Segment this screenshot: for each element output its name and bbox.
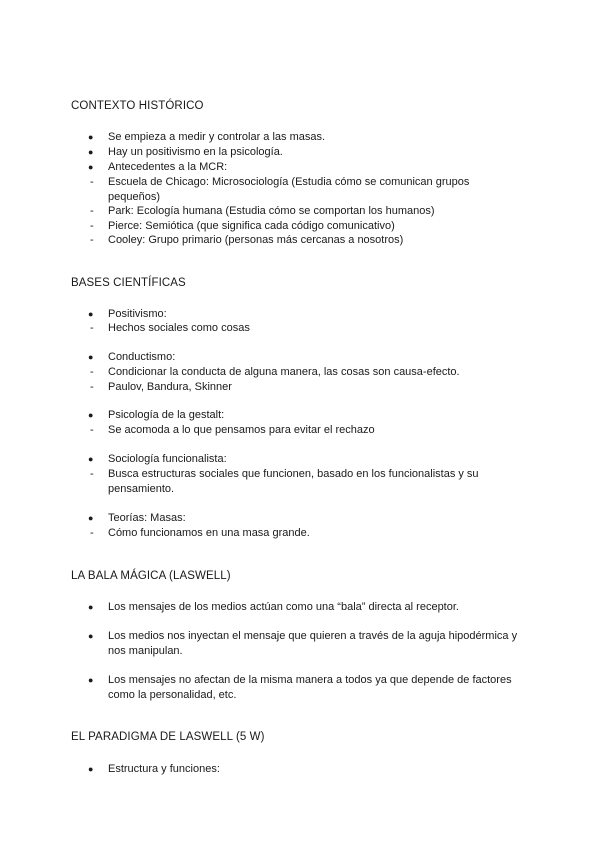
bullet-icon: ● xyxy=(88,410,94,420)
list-item-text: nos manipulan. xyxy=(108,645,183,657)
bullet-icon: ● xyxy=(88,513,94,523)
section-heading: BASES CIENTÍFICAS xyxy=(71,277,186,289)
list-item-text: Positivismo: xyxy=(108,308,167,320)
list-item-text: Los medios nos inyectan el mensaje que quieren a través de la aguja hipodérmica y xyxy=(108,630,518,642)
bullet-icon: ● xyxy=(88,764,94,774)
list-item-text: Paulov, Bandura, Skinner xyxy=(108,381,232,393)
dash-icon: - xyxy=(90,176,94,188)
bullet-icon: ● xyxy=(88,352,94,362)
list-item-text: Hechos sociales como cosas xyxy=(108,322,250,334)
dash-icon: - xyxy=(90,205,94,217)
list-item-text: Pierce: Semiótica (que significa cada código comunicativo) xyxy=(108,220,395,232)
list-item-text: Park: Ecología humana (Estudia cómo se comportan los humanos) xyxy=(108,205,435,217)
dash-icon: - xyxy=(90,322,94,334)
bullet-icon: ● xyxy=(88,602,94,612)
bullet-icon: ● xyxy=(88,132,94,142)
list-item-text: Condicionar la conducta de alguna manera, las cosas son causa-efecto. xyxy=(108,366,460,378)
dash-icon: - xyxy=(90,220,94,232)
section-heading: LA BALA MÁGICA (LASWELL) xyxy=(71,570,231,582)
list-item-text: Antecedentes a la MCR: xyxy=(108,161,228,173)
dash-icon: - xyxy=(90,234,94,246)
list-item-text: Cooley: Grupo primario (personas más cercanas a nosotros) xyxy=(108,234,404,246)
list-item-text: Conductismo: xyxy=(108,351,176,363)
list-item-text: Estructura y funciones: xyxy=(108,763,220,775)
dash-icon: - xyxy=(90,424,94,436)
section-heading: CONTEXTO HISTÓRICO xyxy=(71,100,204,112)
list-item-text: Busca estructuras sociales que funcionen, basado en los funcionalistas y su xyxy=(108,468,479,480)
list-item-text: Hay un positivismo en la psicología. xyxy=(108,146,283,158)
bullet-icon: ● xyxy=(88,454,94,464)
list-item-text: como la personalidad, etc. xyxy=(108,689,237,701)
list-item-text: Cómo funcionamos en una masa grande. xyxy=(108,527,310,539)
list-item-text: Escuela de Chicago: Microsociología (Estudia cómo se comunican grupos xyxy=(108,176,470,188)
dash-icon: - xyxy=(90,468,94,480)
bullet-icon: ● xyxy=(88,631,94,641)
list-item-text: Los mensajes no afectan de la misma manera a todos ya que depende de factores xyxy=(108,674,512,686)
list-item-text: Los mensajes de los medios actúan como una “bala” directa al receptor. xyxy=(108,601,459,613)
bullet-icon: ● xyxy=(88,147,94,157)
bullet-icon: ● xyxy=(88,162,94,172)
list-item-text: pequeños) xyxy=(108,191,160,203)
bullet-icon: ● xyxy=(88,675,94,685)
list-item-text: Teorías: Masas: xyxy=(108,512,186,524)
list-item-text: Se empieza a medir y controlar a las masas. xyxy=(108,131,326,143)
dash-icon: - xyxy=(90,366,94,378)
section-heading: EL PARADIGMA DE LASWELL (5 W) xyxy=(71,731,265,743)
list-item-text: Psicología de la gestalt: xyxy=(108,409,225,421)
dash-icon: - xyxy=(90,381,94,393)
list-item-text: Sociología funcionalista: xyxy=(108,453,227,465)
dash-icon: - xyxy=(90,527,94,539)
bullet-icon: ● xyxy=(88,309,94,319)
list-item-text: Se acomoda a lo que pensamos para evitar el rechazo xyxy=(108,424,375,436)
list-item-text: pensamiento. xyxy=(108,483,175,495)
